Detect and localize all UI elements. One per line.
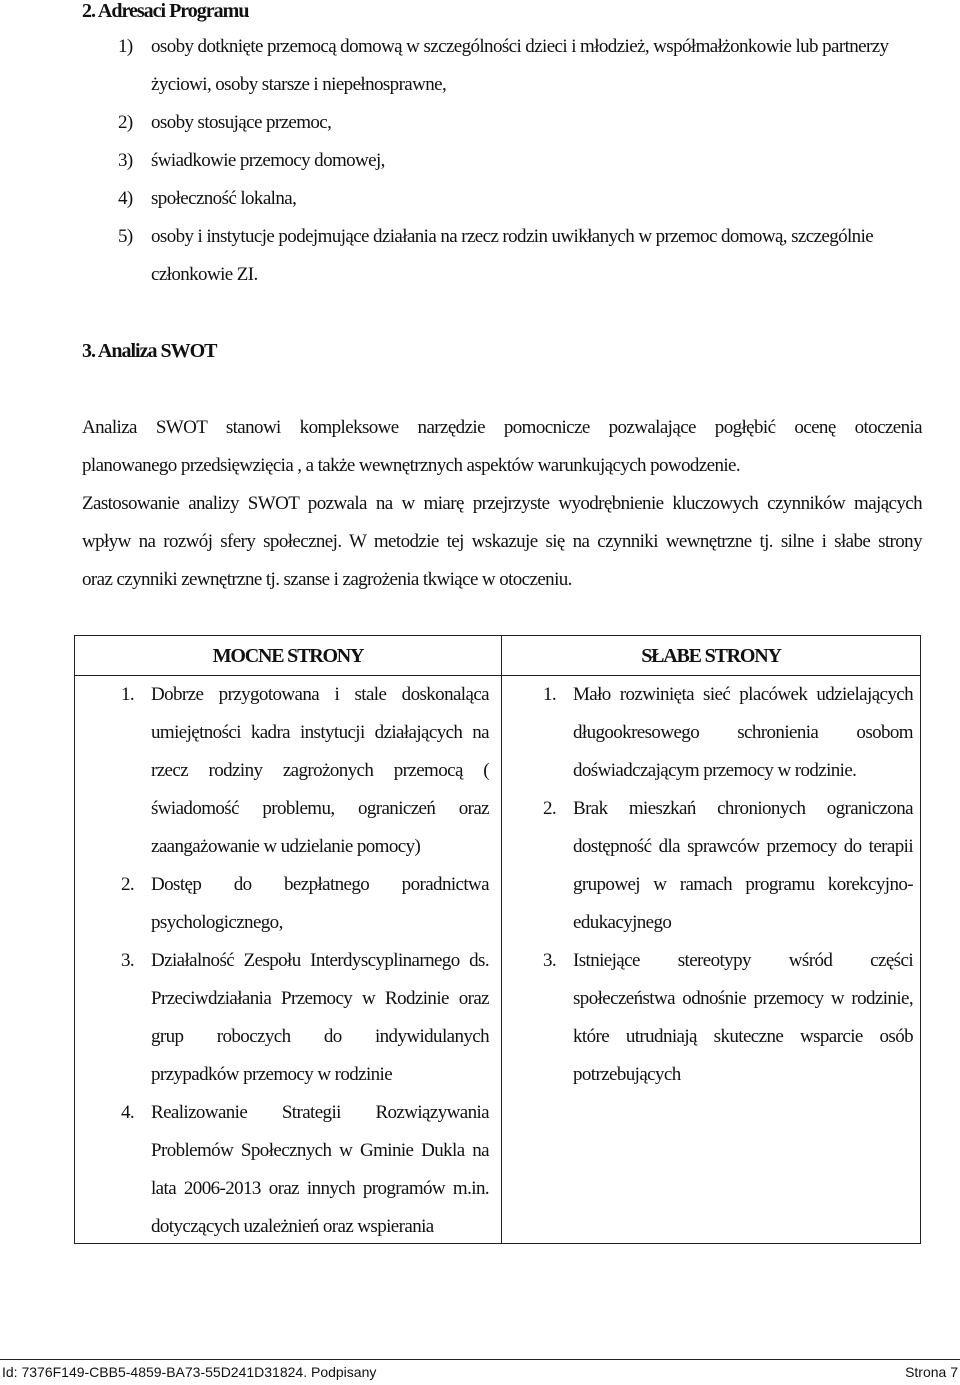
list-item-number: 1) xyxy=(118,36,133,57)
list-item xyxy=(118,104,928,142)
paragraph-line: wpływ na rozwój sfery społecznej. W metodzie tej wskazuje się na czynniki wewnętrzne tj. silne i słabe strony xyxy=(82,531,922,552)
list-item xyxy=(118,218,928,294)
list-item xyxy=(121,1094,489,1246)
list-item-text: społeczność lokalna, xyxy=(151,188,297,209)
list-item-number: 3. xyxy=(543,950,557,971)
list-item xyxy=(118,180,928,218)
recipients-list xyxy=(118,28,928,294)
list-item-text: świadkowie przemocy domowej, xyxy=(151,150,385,171)
list-item xyxy=(543,676,913,790)
list-item-text: Realizowanie Strategii Rozwiązywania Problemów Społecznych w Gminie Dukla na lata 2006-2013 oraz innych programów m.in. dotyczących uzależnień oraz wspierania xyxy=(151,1102,489,1237)
paragraph-line: Zastosowanie analizy SWOT pozwala na w miarę przejrzyste wyodrębnienie kluczowych czynników mających xyxy=(82,493,922,514)
paragraph-line: oraz czynniki zewnętrzne tj. szanse i zagrożenia tkwiące w otoczeniu. xyxy=(82,569,572,590)
list-item-number: 2) xyxy=(118,112,133,133)
list-item xyxy=(118,142,928,180)
weaknesses-heading: SŁABE STRONY xyxy=(641,645,781,667)
list-item xyxy=(118,28,928,104)
list-item-text: osoby i instytucje podejmujące działania na rzecz rodzin uwikłanych w przemoc domową, szczególnie członkowie ZI. xyxy=(151,226,874,285)
section3-heading: 3. Analiza SWOT xyxy=(82,340,217,362)
list-item-number: 3) xyxy=(118,150,133,171)
list-item-text: osoby dotknięte przemocą domową w szczególności dzieci i młodzież, współmałżonkowie lub partnerzy życiowi, osoby starsze i niepełnosprawne, xyxy=(151,36,889,95)
section2-heading: 2. Adresaci Programu xyxy=(82,0,249,22)
list-item-number: 4. xyxy=(121,1102,135,1123)
list-item xyxy=(121,676,489,866)
paragraph-line: Analiza SWOT stanowi kompleksowe narzędzie pomocnicze pozwalające pogłębić ocenę otoczenia xyxy=(82,417,922,438)
paragraph-line: planowanego przedsięwzięcia , a także wewnętrznych aspektów warunkujących powodzenie. xyxy=(82,455,741,476)
list-item xyxy=(543,942,913,1094)
footer-divider xyxy=(0,1359,960,1360)
list-item-text: osoby stosujące przemoc, xyxy=(151,112,332,133)
list-item xyxy=(121,942,489,1094)
list-item-number: 2. xyxy=(543,798,557,819)
document-id: Id: 7376F149-CBB5-4859-BA73-55D241D31824. Podpisany xyxy=(2,1364,377,1380)
list-item xyxy=(121,866,489,942)
list-item-text: Istniejące stereotypy wśród części społeczeństwa odnośnie przemocy w rodzinie, które utrudniają skuteczne wsparcie osób potrzebujących xyxy=(573,950,913,1085)
swot-intro-paragraph xyxy=(82,409,922,599)
strengths-heading: MOCNE STRONY xyxy=(212,645,364,667)
list-item xyxy=(543,790,913,942)
list-item-text: Dobrze przygotowana i stale doskonaląca umiejętności kadra instytucji działających na rzecz rodziny zagrożonych przemocą ( świadomość problemu, ograniczeń oraz zaangażowanie w udzielanie pomocy) xyxy=(151,684,489,857)
strengths-list xyxy=(121,676,489,1246)
list-item-number: 5) xyxy=(118,226,133,247)
list-item-number: 3. xyxy=(121,950,135,971)
list-item-number: 4) xyxy=(118,188,133,209)
page-number: Strona 7 xyxy=(905,1364,958,1380)
list-item-text: Działalność Zespołu Interdyscyplinarnego ds. Przeciwdziałania Przemocy w Rodzinie oraz grup roboczych do indywidulanych przypadków przemocy w rodzinie xyxy=(151,950,489,1085)
list-item-text: Mało rozwinięta sieć placówek udzielających długookresowego schronienia osobom doświadczającym przemocy w rodzinie. xyxy=(573,684,913,781)
swot-table xyxy=(74,635,921,1244)
list-item-text: Brak mieszkań chronionych ograniczona dostępność dla sprawców przemocy do terapii grupowej w ramach programu korekcyjno-edukacyjnego xyxy=(573,798,913,933)
weaknesses-list xyxy=(543,676,913,1094)
list-item-number: 2. xyxy=(121,874,135,895)
list-item-text: Dostęp do bezpłatnego poradnictwa psychologicznego, xyxy=(151,874,489,933)
list-item-number: 1. xyxy=(121,684,135,705)
list-item-number: 1. xyxy=(543,684,557,705)
column-divider xyxy=(501,636,502,1243)
